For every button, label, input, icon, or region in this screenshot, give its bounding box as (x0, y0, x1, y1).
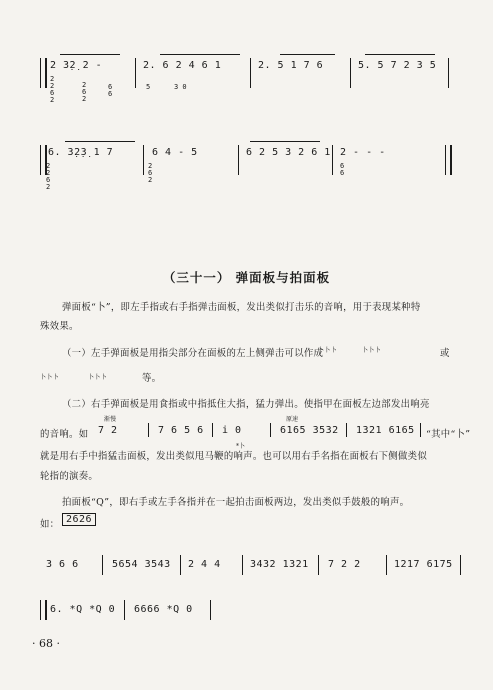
slur-line (280, 54, 335, 55)
slur-line (160, 54, 240, 55)
paragraph-word: “其中“卜” (426, 429, 471, 440)
harmony-col: 6 6 (108, 83, 113, 98)
paragraph-line: 如： (40, 519, 60, 530)
harmony-col: 2 2 6 2 (46, 162, 51, 191)
tempo-label: 原速 (286, 416, 299, 423)
barline (332, 145, 333, 175)
barline (102, 555, 103, 575)
measure: 7 2 2 (328, 559, 361, 570)
slur-line (60, 54, 120, 55)
barline (143, 145, 144, 175)
slur-line (365, 54, 435, 55)
measure: 3 6 6 (46, 559, 79, 570)
measure: 6666 *Q 0 (134, 604, 193, 615)
measure-7: 6 2 5 3 2 6 1 (246, 147, 331, 158)
barline (238, 145, 239, 175)
barline (350, 58, 351, 88)
section-title: （三十一） 弹面板与拍面板 (162, 270, 331, 285)
harmony-col: 5 (146, 83, 151, 91)
measure-6: 6 4 - 5 (152, 147, 198, 158)
inline-notes: 1321 6165 (356, 425, 415, 436)
inline-notes-sub: *卜 (236, 443, 246, 450)
end-double-barline (445, 145, 452, 175)
barline (242, 555, 243, 575)
paragraph-line: 拍面板“Q”，即右手或左手各指并在一起拍击面板两边，发出类似手鼓般的响声。 (62, 497, 410, 508)
start-double-barline (40, 58, 47, 88)
barline (346, 423, 347, 437)
measure: 5654 3543 (112, 559, 171, 570)
harmony-col: 2 2 6 2 (50, 75, 55, 104)
inline-notes: 6165 3532 (280, 425, 339, 436)
inline-notes: 7 2 (98, 425, 118, 436)
slur-line (250, 141, 320, 142)
barline (420, 423, 421, 437)
barline (135, 58, 136, 88)
measure: 1217 6175 (394, 559, 453, 570)
paragraph-line: （二）右手弹面板是用食指或中指抵住大指，猛力弹出。使指甲在面板左边部发出响亮 (62, 399, 430, 410)
harmony-col: 6 6 (340, 162, 345, 177)
barline (270, 423, 271, 437)
paragraph-line: 轮指的演奏。 (40, 471, 99, 482)
slur-line (65, 141, 135, 142)
start-double-barline (40, 600, 47, 620)
measure: 3432 1321 (250, 559, 309, 570)
paragraph-word: 等。 (142, 373, 162, 384)
harmony-col: 3 0 (174, 83, 187, 91)
barline (210, 600, 211, 620)
score-row-2 (40, 135, 460, 195)
bu-pattern: 卜卜卜 (362, 347, 381, 354)
barline (148, 423, 149, 437)
barline (318, 555, 319, 575)
score-bottom-row-1 (40, 555, 460, 585)
paragraph-line: 就是用右手中指猛击面板，发出类似甩马鞭的响声。也可以用右手名指在面板右下侧做类似 (40, 451, 428, 462)
page-number: · 68 · (32, 637, 60, 650)
score-bottom-row-2 (40, 600, 240, 630)
measure-8: 2 - - - (340, 147, 386, 158)
score-row-1 (40, 40, 455, 104)
paragraph-word: 或 (440, 348, 450, 359)
measure-4: 5. 5 7 2 3 5 (358, 60, 437, 71)
harmony-col: 2 6 2 (82, 81, 87, 103)
paragraph-line: 殊效果。 (40, 321, 79, 332)
barline (212, 423, 213, 437)
barline (460, 555, 461, 575)
measure-1: 2 3̣2̣ 2 - (50, 60, 103, 71)
boxed-example: 2626 (62, 513, 96, 526)
harmony-col: 2 6 2 (148, 162, 153, 184)
measure-5: 6. 3̣2̣3̣ 1 7 (48, 147, 114, 158)
barline (448, 58, 449, 88)
barline (180, 555, 181, 575)
measure: 6. *Q *Q 0 (50, 604, 116, 615)
barline (250, 58, 251, 88)
barline (386, 555, 387, 575)
barline (124, 600, 125, 620)
tempo-label: 渐慢 (104, 416, 117, 423)
measure-3: 2. 5 1 7 6 (258, 60, 324, 71)
bu-pattern: 卜卜卜 (40, 374, 59, 381)
bu-pattern: 卜卜卜 (88, 374, 107, 381)
inline-notes: i 0 (222, 425, 242, 436)
paragraph-line: 弹面板“卜”，即左手指或右手指弹击面板，发出类似打击乐的音响，用于表现某种特 (62, 302, 421, 313)
measure: 2 4 4 (188, 559, 221, 570)
paragraph-line: 的音响。如 (40, 429, 89, 440)
paragraph-line: （一）左手弹面板是用指尖部分在面板的左上侧弹击可以作成 (62, 348, 324, 359)
measure-2: 2. 6 2 4 6 1 (143, 60, 222, 71)
inline-notes: 7 6 5 6 (158, 425, 204, 436)
bu-pattern: 卜卜卜 (318, 347, 337, 354)
